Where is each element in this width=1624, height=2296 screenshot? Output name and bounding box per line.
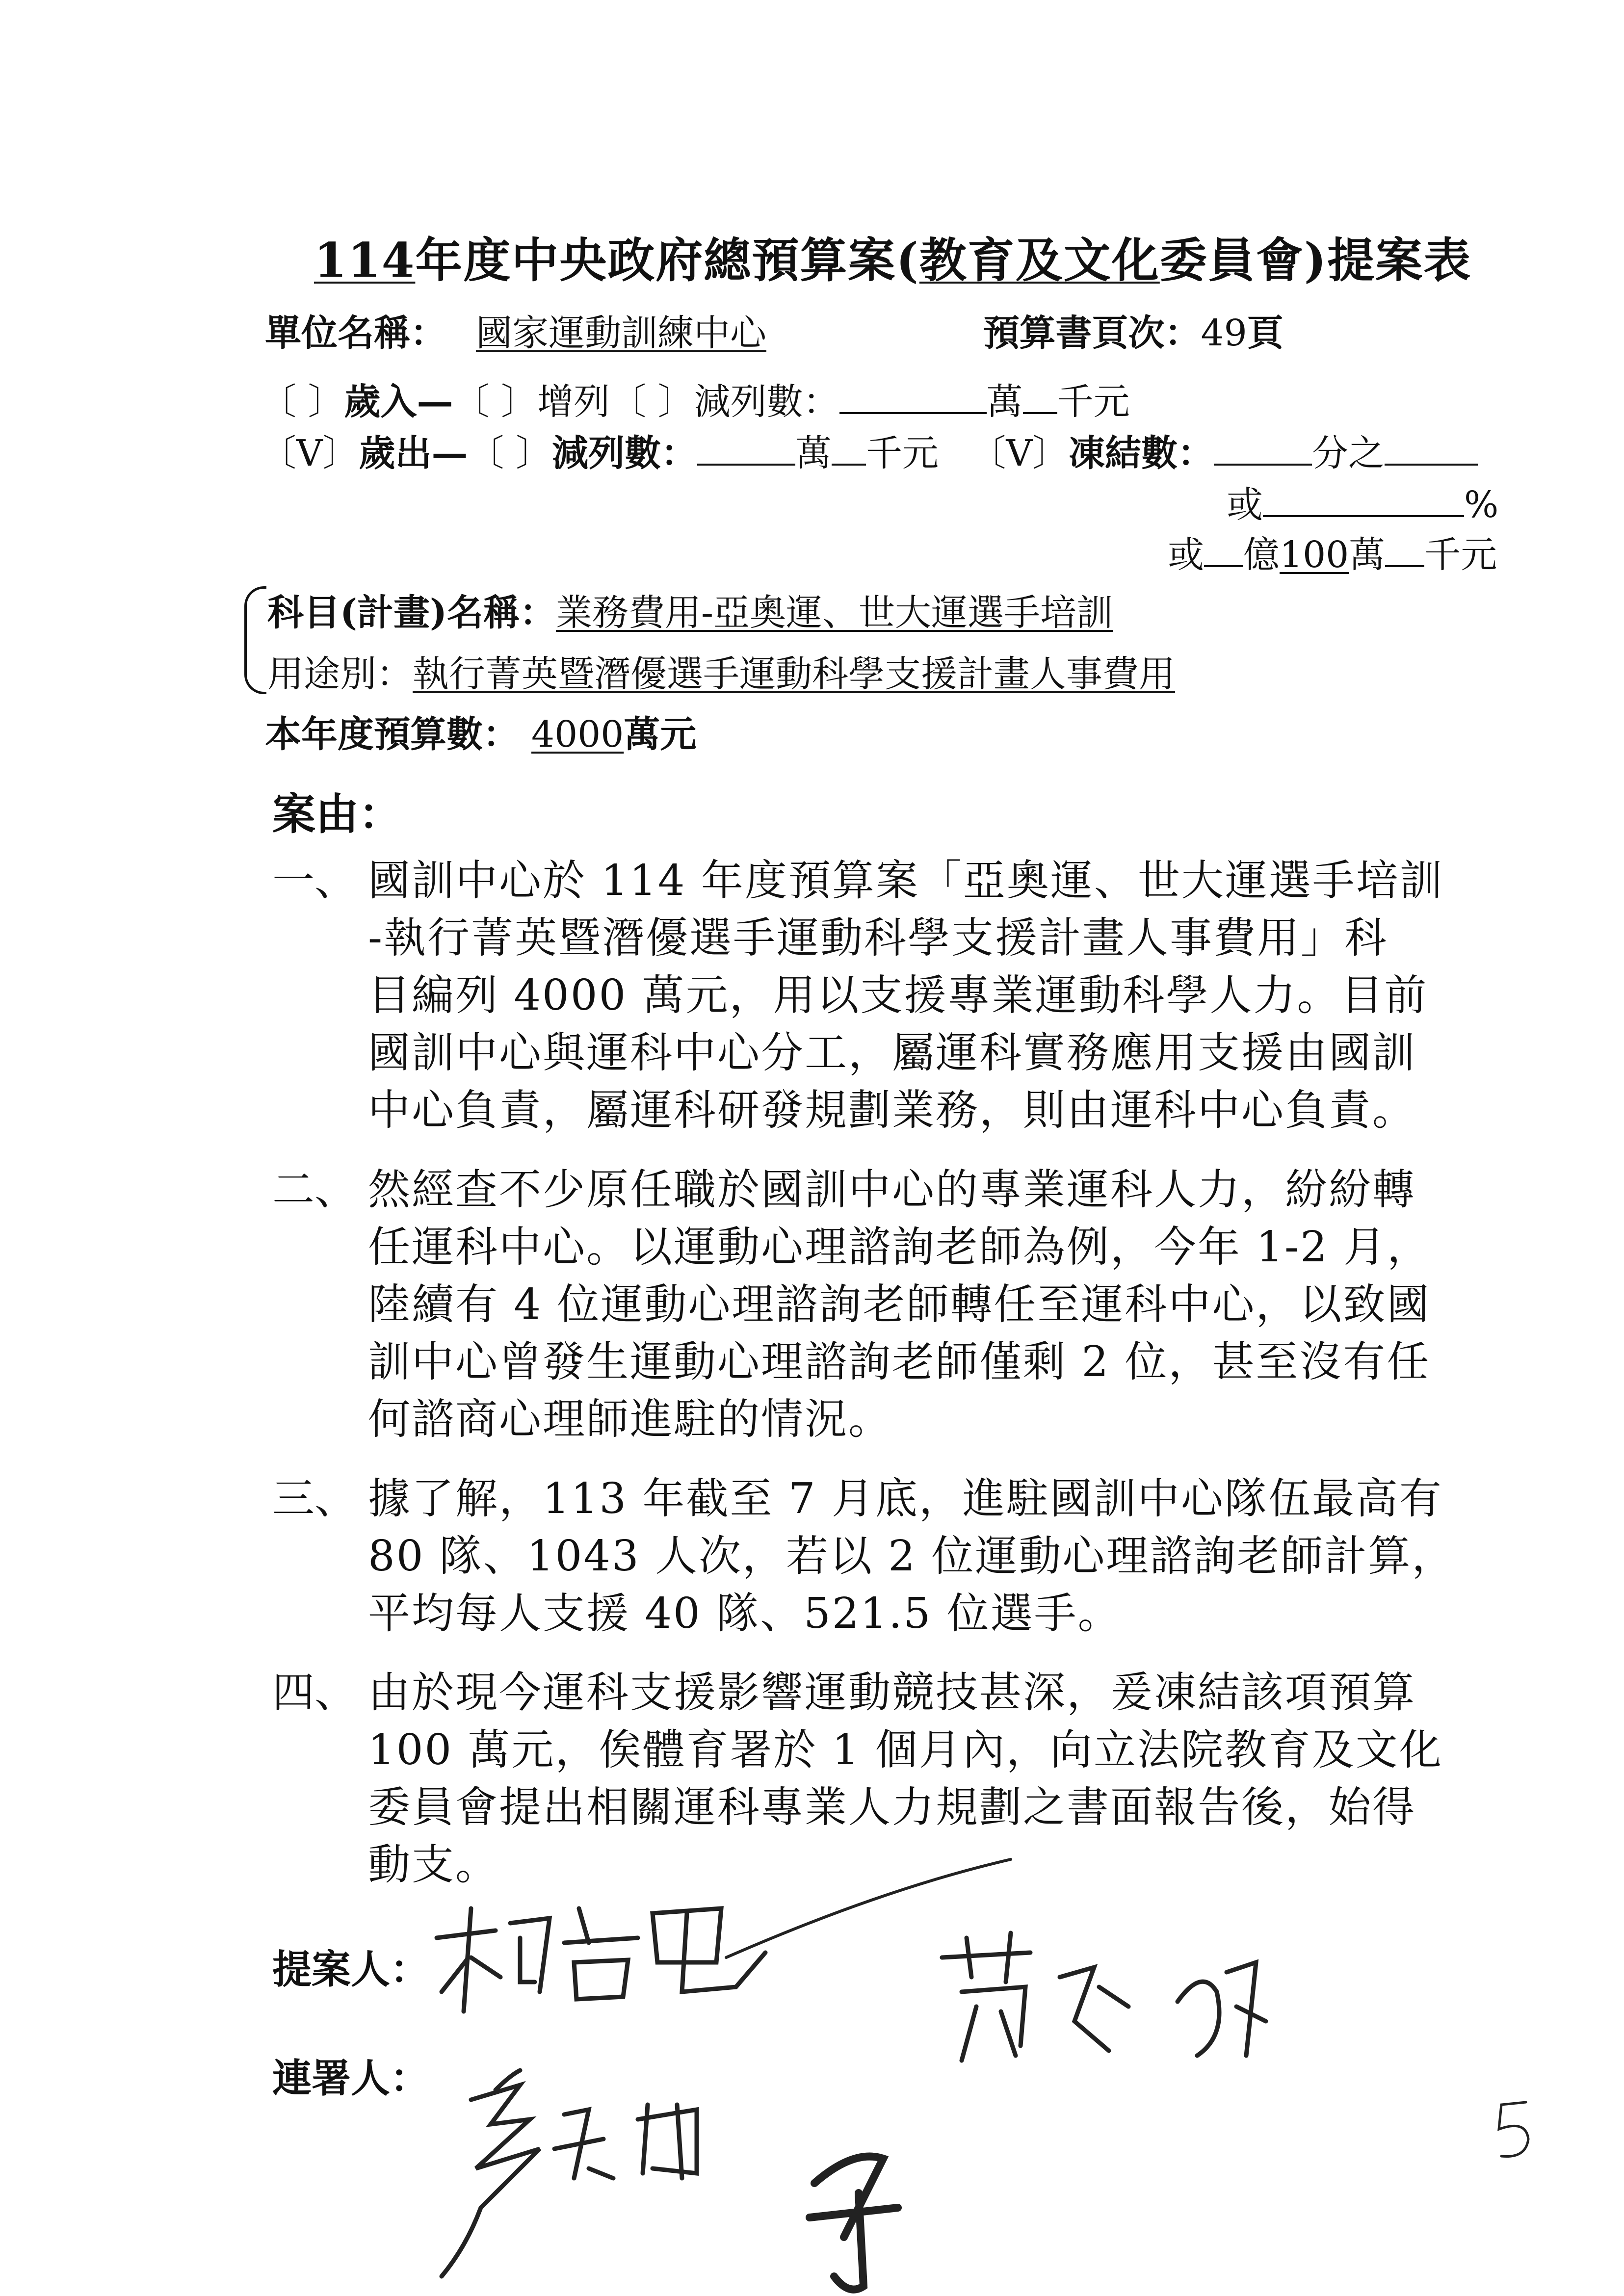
item-number: 二、: [272, 1165, 357, 1214]
reason-heading: 案由：: [272, 788, 402, 839]
cosigner-signature-3: [810, 2157, 898, 2290]
expense-row: 〔V〕歲出—〔 〕減列數： 萬 千元 〔V〕凍結數： 分之: [260, 424, 1478, 476]
unit-row: 單位名稱： 國家運動訓練中心 預算書頁次：49頁: [265, 304, 1283, 356]
item-text-line: 據了解，113 年截至 7 月底，進駐國訓中心隊伍最高有: [368, 1474, 1443, 1523]
revenue-row: 〔 〕歲入—〔 〕增列〔 〕減列數： 萬 千元: [260, 381, 1130, 423]
cosigner-label: 連署人：: [272, 2055, 429, 2101]
item-text-line: -執行菁英暨潛優選手運動科學支援計畫人事費用」科: [368, 913, 1388, 963]
cosigner-signature-1: [942, 1933, 1266, 2061]
usage-row: 用途別：執行菁英暨潛優選手運動科學支援計畫人事費用: [267, 653, 1175, 695]
item-text-line: 國訓中心於 114 年度預算案「亞奧運、世大運選手培訓: [368, 856, 1443, 905]
item-text-line: 何諮商心理師進駐的情況。: [368, 1395, 892, 1444]
page-ref: 49: [1201, 312, 1247, 354]
item-text-line: 訓中心曾發生運動心理諮詢老師僅剩 2 位，甚至沒有任: [368, 1337, 1431, 1386]
cosigner-signature-2: [442, 2070, 697, 2276]
proposer-label: 提案人：: [272, 1946, 429, 1992]
item-text-line: 平均每人支援 40 隊、521.5 位選手。: [368, 1589, 1122, 1638]
proposer-signature: [437, 1859, 1011, 2011]
item-text-line: 陸續有 4 位運動心理諮詢老師轉任至運科中心，以致國: [368, 1280, 1431, 1329]
item-text-line: 中心負責，屬運科研發規劃業務，則由運科中心負責。: [368, 1086, 1416, 1135]
item-text-line: 目編列 4000 萬元，用以支援專業運動科學人力。目前: [368, 971, 1428, 1020]
item-number: 一、: [272, 856, 357, 905]
freeze-amount: 100: [1280, 534, 1349, 576]
item-number: 四、: [272, 1668, 357, 1717]
unit-name: 國家運動訓練中心: [476, 312, 766, 354]
item-number: 三、: [272, 1474, 357, 1523]
subject-row: 科目(計畫)名稱：業務費用-亞奧運、世大運選手培訓: [267, 592, 1113, 634]
item-text-line: 任運科中心。以運動心理諮詢老師為例，今年 1-2 月，: [368, 1223, 1431, 1272]
item-text-line: 100 萬元，俟體育署於 1 個月內，向立法院教育及文化: [368, 1725, 1443, 1774]
item-text-line: 80 隊、1043 人次，若以 2 位運動心理諮詢老師計算，: [368, 1532, 1456, 1581]
or-percent-row: 或 %: [1227, 484, 1499, 526]
item-text-line: 國訓中心與運科中心分工，屬運科實務應用支援由國訓: [368, 1028, 1416, 1077]
page-number-handwritten: [1499, 2102, 1528, 2157]
item-text-line: 委員會提出相關運科專業人力規劃之書面報告後，始得: [368, 1783, 1416, 1832]
budget-row: 本年度預算數： 4000萬元: [265, 713, 697, 756]
item-text-line: 動支。: [368, 1840, 499, 1889]
item-text-line: 由於現今運科支援影響運動競技甚深，爰凍結該項預算: [368, 1668, 1416, 1717]
or-amount-row: 或 億100萬 千元: [1168, 534, 1497, 576]
item-text-line: 然經查不少原任職於國訓中心的專業運科人力，紛紛轉: [368, 1165, 1416, 1214]
form-title: 114年度中央政府總預算案(教育及文化委員會)提案表: [314, 233, 1472, 288]
